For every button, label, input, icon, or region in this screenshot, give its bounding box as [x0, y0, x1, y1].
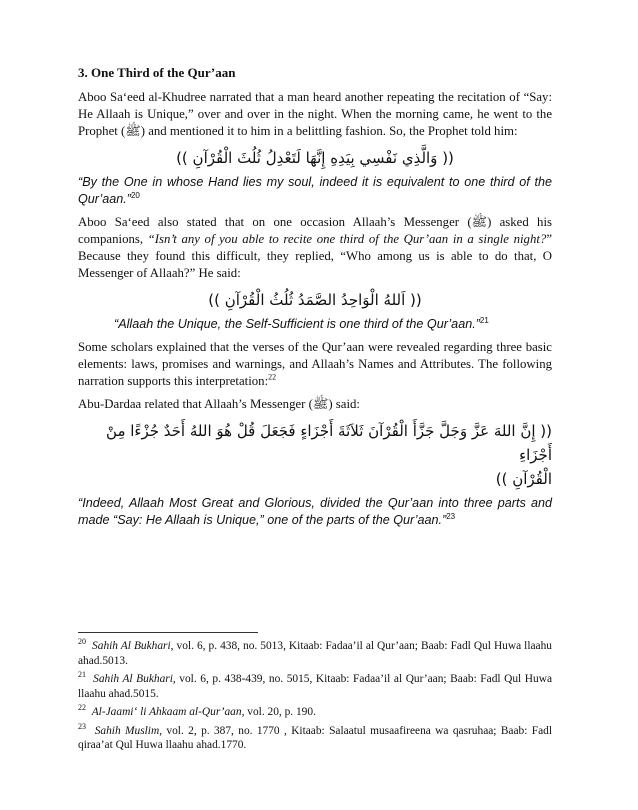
arabic-hadith-3-line-1: (( إِنَّ اللهَ عَزَّ وَجَلَّ جَزَّأَ الْقُرْآنَ ثَلاَثَةَ أَجْزَاءٍ فَجَعَلَ قُلْ هُوَ اللهُ أَحَدٌ جُزْءًا مِنْ أَجْزَاءِ [106, 422, 552, 464]
footnote-23 [78, 721, 552, 753]
paragraph-3 [78, 339, 552, 390]
translation-1-text: “By the One in whose Hand lies my soul, indeed it is equivalent to one third of the Qur’aan.” [78, 175, 552, 206]
paragraph-2-c: ” Because they found this difficult, they replied, “Who among us is able to do that, O Messenger of Allaah?” He said: [78, 232, 552, 280]
footnote-ref-22[interactable]: 22 [268, 372, 277, 382]
footnote-ref-20[interactable]: 20 [130, 190, 140, 200]
footnote-details: , vol. 6, p. 438, no. 5013, Kitaab: Fadaa’il al Qur’aan; Baab: Fadl Qul Huwa llaahu ahad.5013. [78, 640, 552, 667]
translation-2 [78, 316, 552, 333]
footnote-number: 20 [78, 637, 86, 647]
paragraph-2 [78, 214, 552, 282]
section-heading: 3. One Third of the Qur’aan [78, 65, 236, 80]
footnote-source: Al-Jaami‘ li Ahkaam al-Qur’aan [91, 706, 242, 718]
paragraph-2-quote: “Isn’t any of you able to recite one third of the Qur’aan in a single night? [147, 232, 547, 246]
footnote-number: 23 [78, 721, 86, 731]
paragraph-3-text: Some scholars explained that the verses of the Qur’aan were revealed regarding three basic elements: laws, promises and warnings, and Allaah’s Names and Attributes. The following narration supports this interpretation: [78, 340, 552, 388]
page-body [78, 64, 552, 535]
footnote-divider [78, 632, 258, 633]
footnote-number: 21 [78, 670, 86, 680]
footnote-22 [78, 705, 552, 720]
footnote-source: Sahih Muslim [94, 724, 160, 737]
arabic-hadith-1: (( وَالَّذِي نَفْسِي بِيَدِهِ إِنَّهَا لَتَعْدِلُ ثُلُثَ الْقُرْآنِ )) [176, 149, 454, 167]
arabic-hadith-3 [78, 419, 552, 491]
arabic-hadith-2: (( اَللهُ الْوَاحِدُ الصَّمَدُ ثُلُثُ الْقُرْآنِ )) [208, 291, 422, 309]
translation-3-text: “Indeed, Allaah Most Great and Glorious, divided the Qur’aan into three parts and made “Say: He Allaah is Unique,” one of the parts of the Qur’aan.” [78, 496, 552, 527]
translation-3 [78, 495, 552, 529]
paragraph-2-a: Aboo Sa‘eed also stated that on one occasion Allaah’s Messenger (ﷺ) asked his companions, [78, 215, 552, 246]
arabic-hadith-3-line-2: الْقُرْآنِ )) [495, 470, 552, 488]
translation-1 [78, 174, 552, 208]
footnote-ref-21[interactable]: 21 [479, 315, 489, 325]
footnotes [78, 632, 552, 757]
footnote-details: , vol. 20, p. 190. [241, 706, 316, 718]
paragraph-1: Aboo Sa‘eed al-Khudree narrated that a man heard another repeating the recitation of “Say: He Allaah is Unique,” over and over in the night. When the morning came, he went to the Prophet (ﷺ) and mentioned it to him in a belittling fashion. So, the Prophet told him: [78, 90, 552, 138]
footnote-details: , vol. 6, p. 438-439, no. 5015, Kitaab: Fadaa’il al Qur’aan; Baab: Fadl Qul Huwa llaahu ahad.5015. [78, 673, 552, 700]
footnote-20 [78, 639, 552, 668]
translation-2-text: “Allaah the Unique, the Self-Sufficient is one third of the Qur’aan.” [114, 317, 480, 331]
footnote-ref-23[interactable]: 23 [446, 511, 456, 521]
footnote-source: Sahih Al Bukhari [92, 640, 171, 652]
paragraph-4: Abu-Dardaa related that Allaah’s Messenger (ﷺ) said: [78, 397, 360, 411]
footnote-details: , vol. 2, p. 387, no. 1770 , Kitaab: Salaatul musaafireena wa qasruhaa; Baab: Fadl qiraa’at Qul Huwa llaahu ahad.1770. [78, 724, 552, 751]
footnote-source: Sahih Al Bukhari [93, 673, 173, 685]
footnote-number: 22 [78, 703, 86, 713]
footnote-21 [78, 672, 552, 701]
